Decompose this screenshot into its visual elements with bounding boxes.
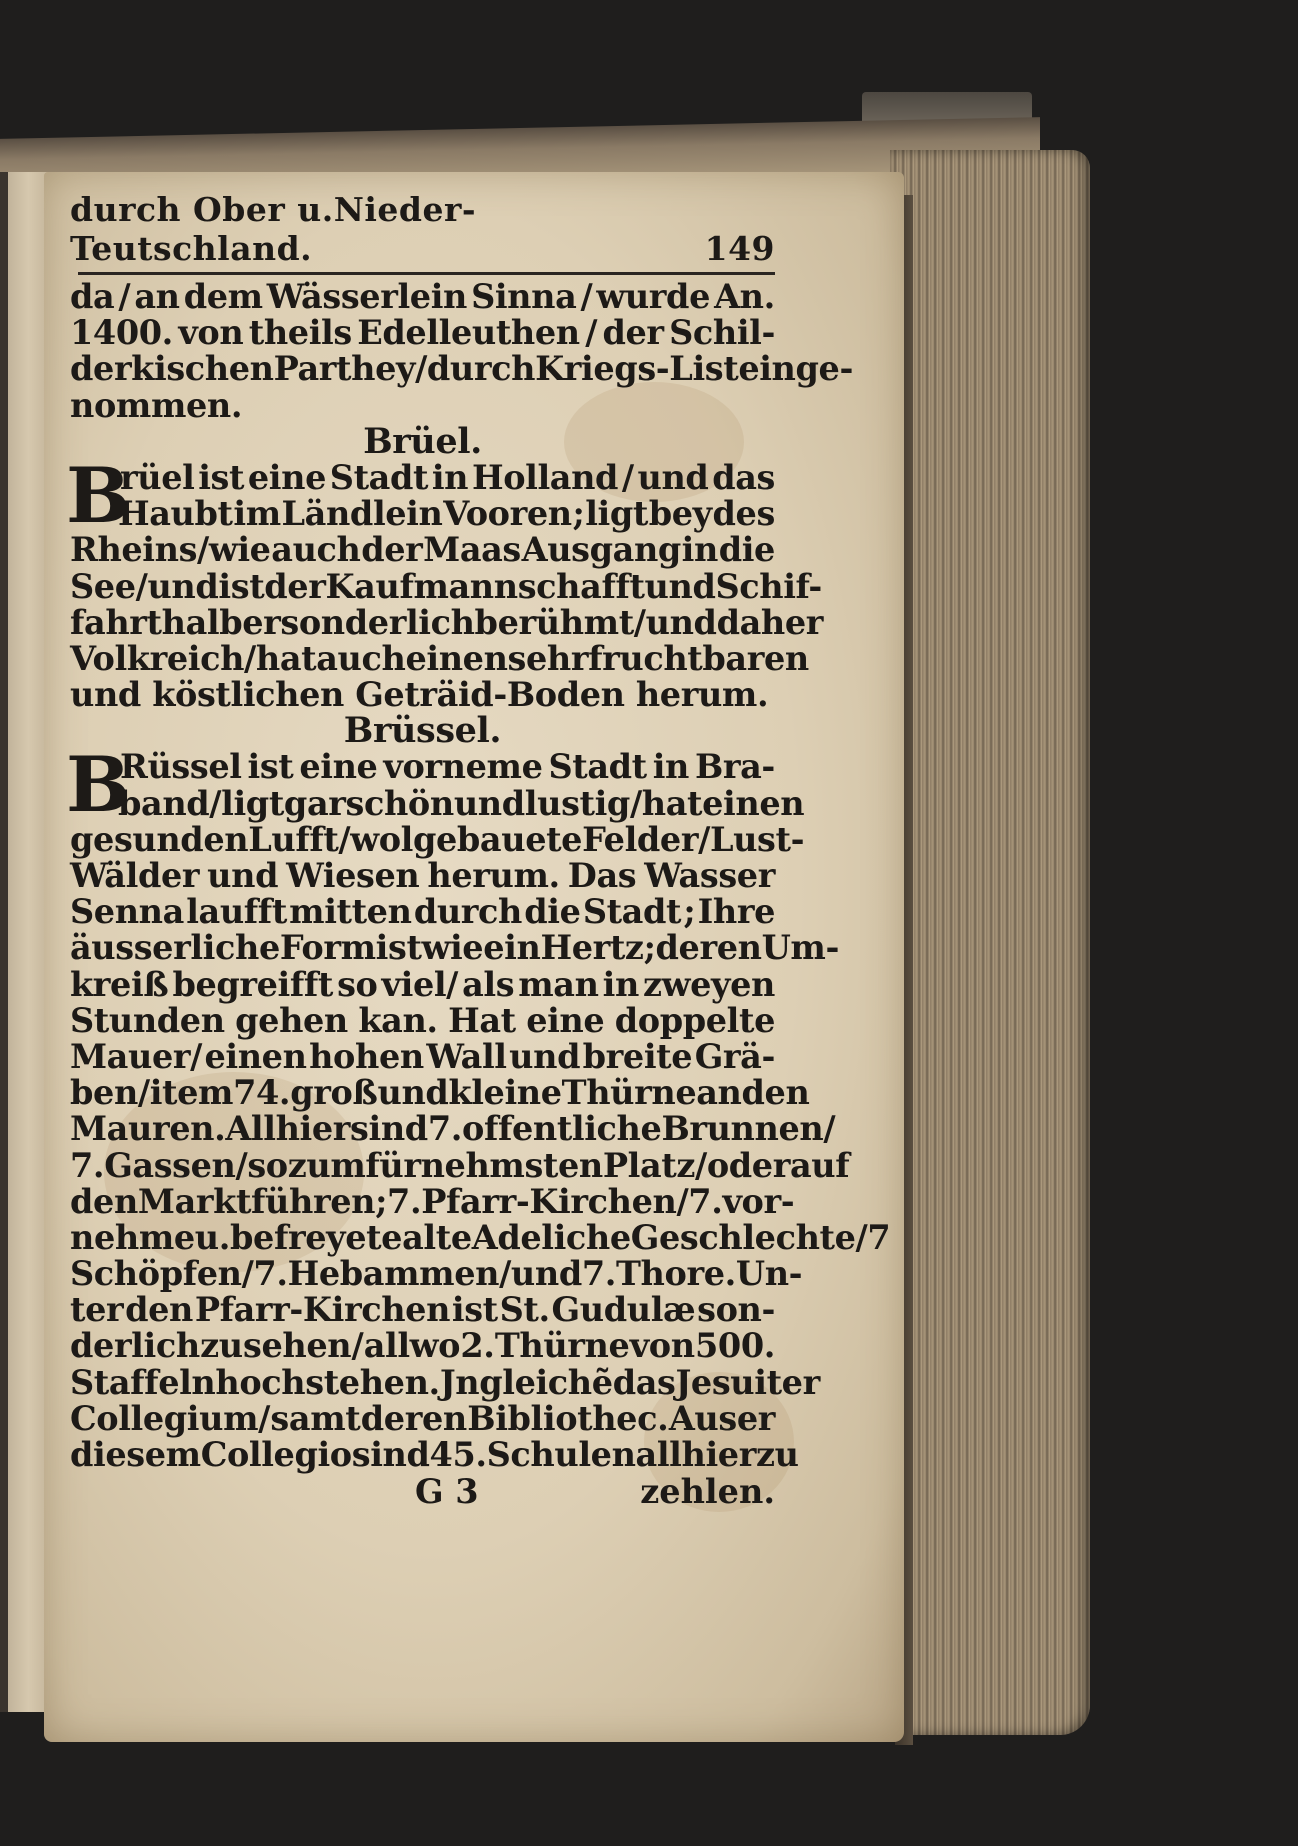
- line-text: den Markt führen ; 7. Pfarr-Kirchen/ 7. vor-: [70, 1181, 795, 1221]
- text-line: [70, 315, 775, 351]
- text-line: [70, 1181, 795, 1221]
- paragraph-continued: [70, 277, 853, 425]
- line-text: derlich zu sehen / allwo 2. Thürne von 500.: [70, 1326, 775, 1366]
- text-line: [70, 1145, 850, 1185]
- line-text: Mauren. Allhier sind 7. offentliche Brunnen/: [70, 1109, 836, 1149]
- line-text: Schöpfen/7. Hebammen/und 7. Thore. Un-: [70, 1254, 803, 1294]
- text-line: [70, 1036, 775, 1076]
- text-line: [70, 532, 775, 568]
- text-line: [70, 783, 805, 823]
- text-line: [70, 1109, 836, 1149]
- line-text: derkischen Parthey/ durch Kriegs-List einge-: [70, 349, 853, 389]
- line-text: Rheins/wie auch der Maas Ausgang in die: [70, 530, 775, 570]
- line-text: Stunden gehen kan. Hat eine doppelte: [70, 1000, 775, 1040]
- text-line: [70, 1000, 775, 1040]
- text-line: [70, 819, 805, 859]
- line-text: nommen.: [70, 385, 243, 425]
- text-line: [70, 1073, 810, 1113]
- text-line: [70, 385, 775, 425]
- line-text: Mauer/ einen hohen Wall und breite Grä-: [70, 1036, 775, 1076]
- text-line: [70, 349, 853, 389]
- line-text: Collegium/ samt deren Bibliothec. Auser: [70, 1398, 775, 1438]
- text-line: [70, 677, 775, 713]
- text-line: [70, 1398, 775, 1438]
- line-text: ben/ item 74. groß und kleine Thürne an den: [70, 1073, 810, 1113]
- line-text: nehme u.befreyete alte Adeliche Geschlechte/7: [70, 1217, 891, 1257]
- text-line: [70, 566, 822, 606]
- page-number: 149: [704, 229, 775, 268]
- line-text: da / an dem Wässerlein Sinna / wurde An.: [70, 277, 775, 316]
- text-line: [70, 858, 775, 894]
- text-line: [70, 638, 809, 678]
- running-head: [70, 190, 775, 268]
- line-text: Wälder und Wiesen herum. Das Wasser: [70, 856, 775, 895]
- line-text: Volkreich/ hat auch einen sehr fruchtbaren: [70, 638, 809, 678]
- catchword: zehlen.: [640, 1472, 775, 1512]
- line-text: fahrt halber sonderlich berühmt / und daher: [70, 602, 824, 642]
- line-text: Staffeln hoch stehen. Jngleichẽ das Jesuiter: [70, 1362, 820, 1402]
- text-line: [70, 1217, 891, 1257]
- header-rule: [78, 272, 775, 275]
- paragraph-bruessel: [66, 740, 891, 1474]
- text-line: [70, 749, 775, 785]
- line-text: Haubt im Ländlein Vooren ; ligt bey des: [118, 494, 775, 534]
- line-text: band/ ligt gar schön und lustig/ hat einen: [118, 783, 805, 823]
- drop-cap: B: [66, 740, 131, 830]
- line-text: und köstlichen Geträid-Boden herum.: [70, 675, 769, 715]
- text-line: [70, 964, 775, 1004]
- text-line: [70, 1292, 775, 1328]
- section-heading-bruessel: [70, 710, 775, 752]
- line-text: gesunden Lufft/ wolgebauete Felder / Lust-: [70, 819, 805, 859]
- text-line: [70, 279, 775, 315]
- page-text: [66, 190, 891, 1512]
- text-line: [70, 1362, 820, 1402]
- paragraph-bruel: [66, 450, 824, 715]
- line-text: äusserliche Form ist wie ein Hertz ; deren Um-: [70, 928, 839, 968]
- drop-cap: B: [66, 450, 131, 540]
- text-line: [70, 1328, 775, 1364]
- line-text: kreiß begreifft so viel/ als man in zweyen: [70, 964, 775, 1004]
- line-text: 7. Gassen/so zum fürnehmsten Platz/oder auf: [70, 1145, 850, 1185]
- text-line: [70, 496, 775, 532]
- line-text: ter den Pfarr-Kirchen ist St. Gudulæ son-: [70, 1290, 775, 1330]
- line-text: See/und ist der Kaufmannschafft und Schif-: [70, 566, 822, 606]
- line-text: Rüssel ist eine vorneme Stadt in Bra-: [120, 747, 775, 787]
- line-text: diesem Collegio sind 45. Schulen allhier zu: [70, 1435, 799, 1474]
- page-edges: [890, 150, 1090, 1735]
- text-line: [70, 457, 775, 497]
- text-line: [70, 1254, 803, 1294]
- running-title: durch Ober u.Nieder-Teutschland.: [70, 190, 477, 268]
- text-line: [70, 602, 824, 642]
- line-text: Senna laufft mitten durch die Stadt ; Ihre: [70, 892, 775, 932]
- line-text: 1400. von theils Edelleuthen / der Schil-: [70, 313, 775, 353]
- text-line: [70, 894, 775, 930]
- line-text: rüel ist eine Stadt in Holland / und das: [120, 457, 775, 497]
- text-line: [70, 928, 839, 968]
- signature-mark: G 3: [415, 1472, 479, 1512]
- text-line: [70, 1435, 799, 1474]
- heading-text: Brüel.: [363, 420, 482, 462]
- left-cover-edge: [0, 172, 8, 1712]
- section-heading-bruel: [70, 420, 775, 462]
- page-footer: [70, 1473, 775, 1511]
- heading-text: Brüssel.: [343, 710, 502, 752]
